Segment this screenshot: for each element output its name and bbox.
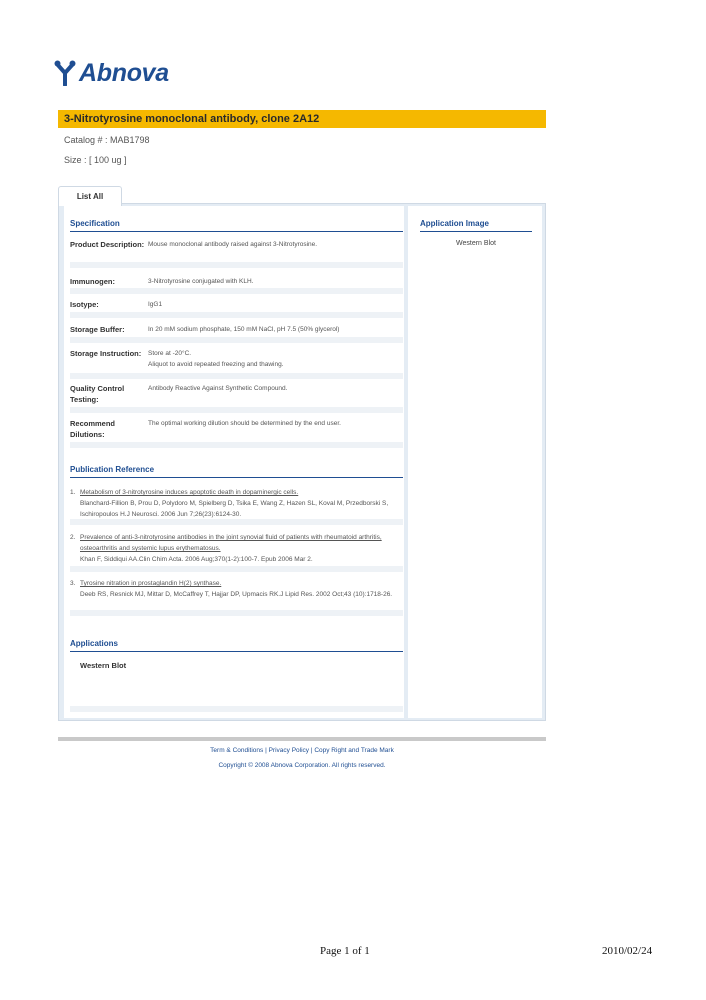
- publication-number: 3.: [70, 580, 76, 587]
- spec-value: Antibody Reactive Against Synthetic Compound.: [148, 385, 288, 392]
- publication-link[interactable]: Metabolism of 3-nitrotyrosine induces apoptotic death in dopaminergic cells.: [80, 489, 299, 496]
- spec-value-line2: Aliquot to avoid repeated freezing and thawing.: [148, 361, 284, 368]
- spec-label: Immunogen:: [70, 277, 115, 286]
- application-image-heading: Application Image: [420, 219, 532, 232]
- publication-citation: Khan F, Siddiqui AA.Clin Chim Acta. 2006 Aug;370(1-2):100-7. Epub 2006 Mar 2.: [80, 556, 313, 563]
- print-date: 2010/02/24: [602, 945, 653, 957]
- publication-citation: Blanchard-Fillion B, Prou D, Polydoro M, Spielberg D, Tsika E, Wang Z, Hazen SL, Koval M, Przedborski S, Ischiropoulos H.J Neurosci. 2006 Jun 7;26(23):6124-30.: [80, 500, 389, 518]
- applications-heading: Applications: [70, 639, 403, 652]
- tab-list-all[interactable]: List All: [58, 186, 122, 206]
- publication-link[interactable]: Prevalence of anti-3-nitrotyrosine antibodies in the joint synovial fluid of patients with rheumatoid arthritis, osteoarthritis and systemic lupus erythematosus.: [80, 534, 382, 552]
- row-divider: [70, 566, 403, 572]
- spec-value: IgG1: [148, 301, 163, 308]
- row-divider: [70, 337, 403, 343]
- spec-value: Store at -20°C.: [148, 350, 192, 357]
- details-left-column: [64, 206, 404, 718]
- spec-value: In 20 mM sodium phosphate, 150 mM NaCl, pH 7.5 (50% glycerol): [148, 326, 340, 333]
- brand-name: Abnova: [79, 58, 169, 87]
- publication-number: 1.: [70, 489, 76, 496]
- spec-label: Recommend Dilutions:: [70, 419, 116, 439]
- catalog-number: Catalog # : MAB1798: [64, 135, 150, 145]
- row-divider: [70, 519, 403, 525]
- row-divider: [70, 610, 403, 616]
- application-image-label: Western Blot: [456, 240, 496, 247]
- footer-links[interactable]: Term & Conditions | Privacy Policy | Copy Right and Trade Mark: [210, 747, 394, 754]
- abnova-logo[interactable]: [54, 58, 169, 88]
- publication-citation: Deeb RS, Resnick MJ, Mittar D, McCaffrey T, Hajjar DP, Upmacis RK.J Lipid Res. 2002 Oct;43 (10):1718-26.: [80, 591, 393, 598]
- footer-divider: [58, 737, 546, 741]
- row-divider: [70, 312, 403, 318]
- publication-number: 2.: [70, 534, 76, 541]
- publication-heading: Publication Reference: [70, 465, 403, 478]
- application-item: Western Blot: [80, 661, 127, 670]
- product-title: 3-Nitrotyrosine monoclonal antibody, clone 2A12: [58, 110, 546, 128]
- spec-value: Mouse monoclonal antibody raised against 3-Nitrotyrosine.: [148, 241, 318, 248]
- row-divider: [70, 288, 403, 294]
- spec-value: The optimal working dilution should be determined by the end user.: [148, 420, 341, 427]
- spec-label: Storage Instruction:: [70, 349, 142, 358]
- product-size: Size : [ 100 ug ]: [64, 155, 127, 165]
- publication-link[interactable]: Tyrosine nitration in prostaglandin H(2) synthase.: [80, 580, 222, 587]
- spec-label: Storage Buffer:: [70, 325, 125, 334]
- spec-value: 3-Nitrotyrosine conjugated with KLH.: [148, 278, 254, 285]
- abnova-antibody-logo-icon: [54, 60, 76, 86]
- spec-label: Quality Control Testing:: [70, 384, 125, 404]
- row-divider: [70, 262, 403, 268]
- row-divider: [70, 373, 403, 379]
- spec-label: Isotype:: [70, 300, 99, 309]
- row-divider: [70, 407, 403, 413]
- specification-heading: Specification: [70, 219, 403, 232]
- row-divider: [70, 706, 403, 712]
- row-divider: [70, 442, 403, 448]
- spec-label: Product Description:: [70, 240, 145, 249]
- footer-copyright: Copyright © 2008 Abnova Corporation. All rights reserved.: [218, 762, 386, 769]
- print-page-number: Page 1 of 1: [320, 945, 370, 957]
- details-right-column: [408, 206, 542, 718]
